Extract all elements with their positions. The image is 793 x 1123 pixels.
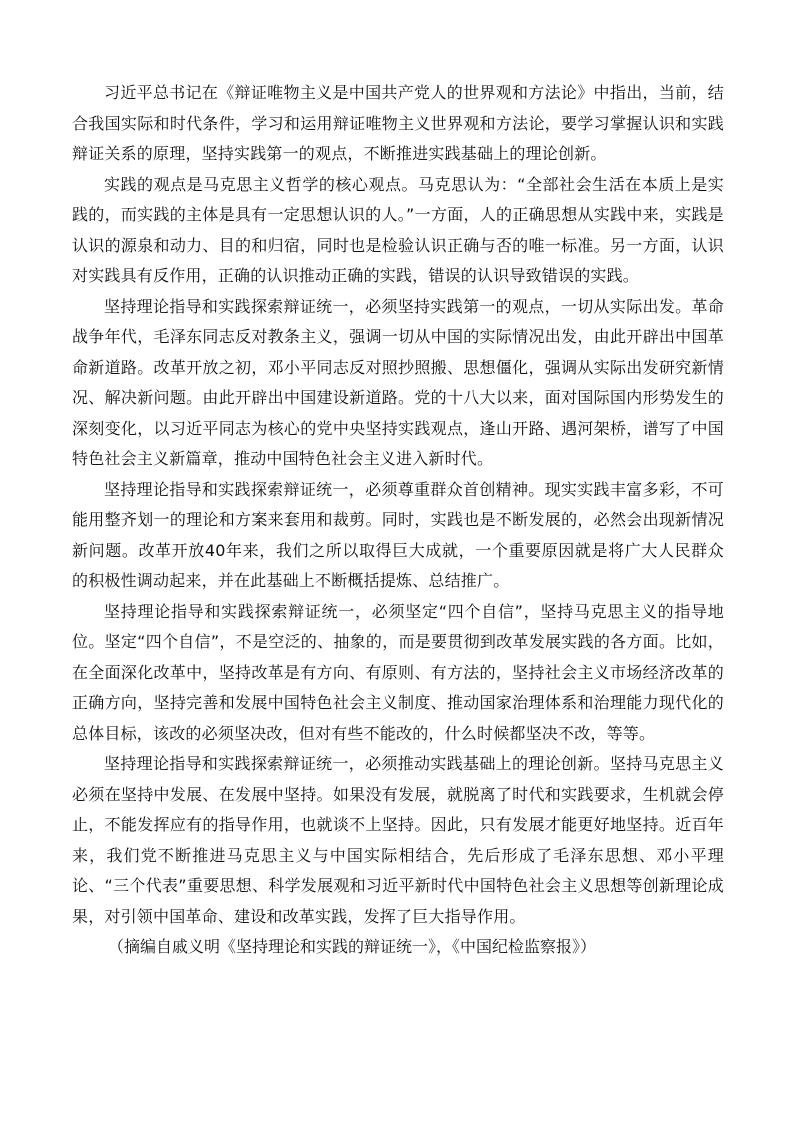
paragraph-3: 坚持理论指导和实践探索辩证统一，必须坚持实践第一的观点，一切从实际出发。革命战争年代，毛泽东同志反对教条主义，强调一切从中国的实际情况出发，由此开辟出中国革命新道路。改革开放之初，邓小平同志反对照抄照搬、思想僵化，强调从实际出发研究新情况、解决新问题。由此开辟出中国建设新道路。党的十八大以来，面对国际国内形势发生的深刻变化，以习近平同志为核心的党中央坚持实践观点，逢山开路、遇河架桥，谱写了中国特色社会主义新篇章，推动中国特色社会主义进入新时代。 [72,296,724,468]
paragraph-4: 坚持理论指导和实践探索辩证统一，必须尊重群众首创精神。现实实践丰富多彩，不可能用整齐划一的理论和方案来套用和裁剪。同时，实践也是不断发展的，必然会出现新情况新问题。改革开放40年来，我们之所以取得巨大成就，一个重要原因就是将广大人民群众的积极性调动起来，并在此基础上不断概括提炼、总结推广。 [72,479,724,590]
source-citation: （摘编自戚义明《坚持理论和实践的辩证统一》，《中国纪检监察报》） [108,937,597,956]
paragraph-1: 习近平总书记在《辩证唯物主义是中国共产党人的世界观和方法论》中指出，当前，结合我国实际和时代条件，学习和运用辩证唯物主义世界观和方法论，要学习掌握认识和实践辩证关系的原理，坚持实践第一的观点，不断推进实践基础上的理论创新。 [72,83,724,163]
paragraph-5: 坚持理论指导和实践探索辩证统一，必须坚定“四个自信”，坚持马克思主义的指导地位。坚定“四个自信”，不是空泛的、抽象的，而是要贯彻到改革发展实践的各方面。比如，在全面深化改革中，坚持改革是有方向、有原则、有方法的，坚持社会主义市场经济改革的正确方向，坚持完善和发展中国特色社会主义制度、推动国家治理体系和治理能力现代化的总体目标，该改的必须坚决改，但对有些不能改的，什么时候都坚决不改，等等。 [72,601,724,743]
paragraph-2: 实践的观点是马克思主义哲学的核心观点。马克思认为：“全部社会生活在本质上是实践的，而实践的主体是具有一定思想认识的人。”一方面，人的正确思想从实践中来，实践是认识的源泉和动力、目的和归宿，同时也是检验认识正确与否的唯一标准。另一方面，认识对实践具有反作用，正确的认识推动正确的实践，错误的认识导致错误的实践。 [72,174,724,285]
document-page [72,78,724,963]
paragraph-6: 坚持理论指导和实践探索辩证统一，必须推动实践基础上的理论创新。坚持马克思主义必须在坚持中发展、在发展中坚持。如果没有发展，就脱离了时代和实践要求，生机就会停止，不能发挥应有的指导作用，也就谈不上坚持。因此，只有发展才能更好地坚持。近百年来，我们党不断推进马克思主义与中国实际相结合，先后形成了毛泽东思想、邓小平理论、“三个代表”重要思想、科学发展观和习近平新时代中国特色社会主义思想等创新理论成果，对引领中国革命、建设和改革实践，发挥了巨大指导作用。 [72,754,724,926]
